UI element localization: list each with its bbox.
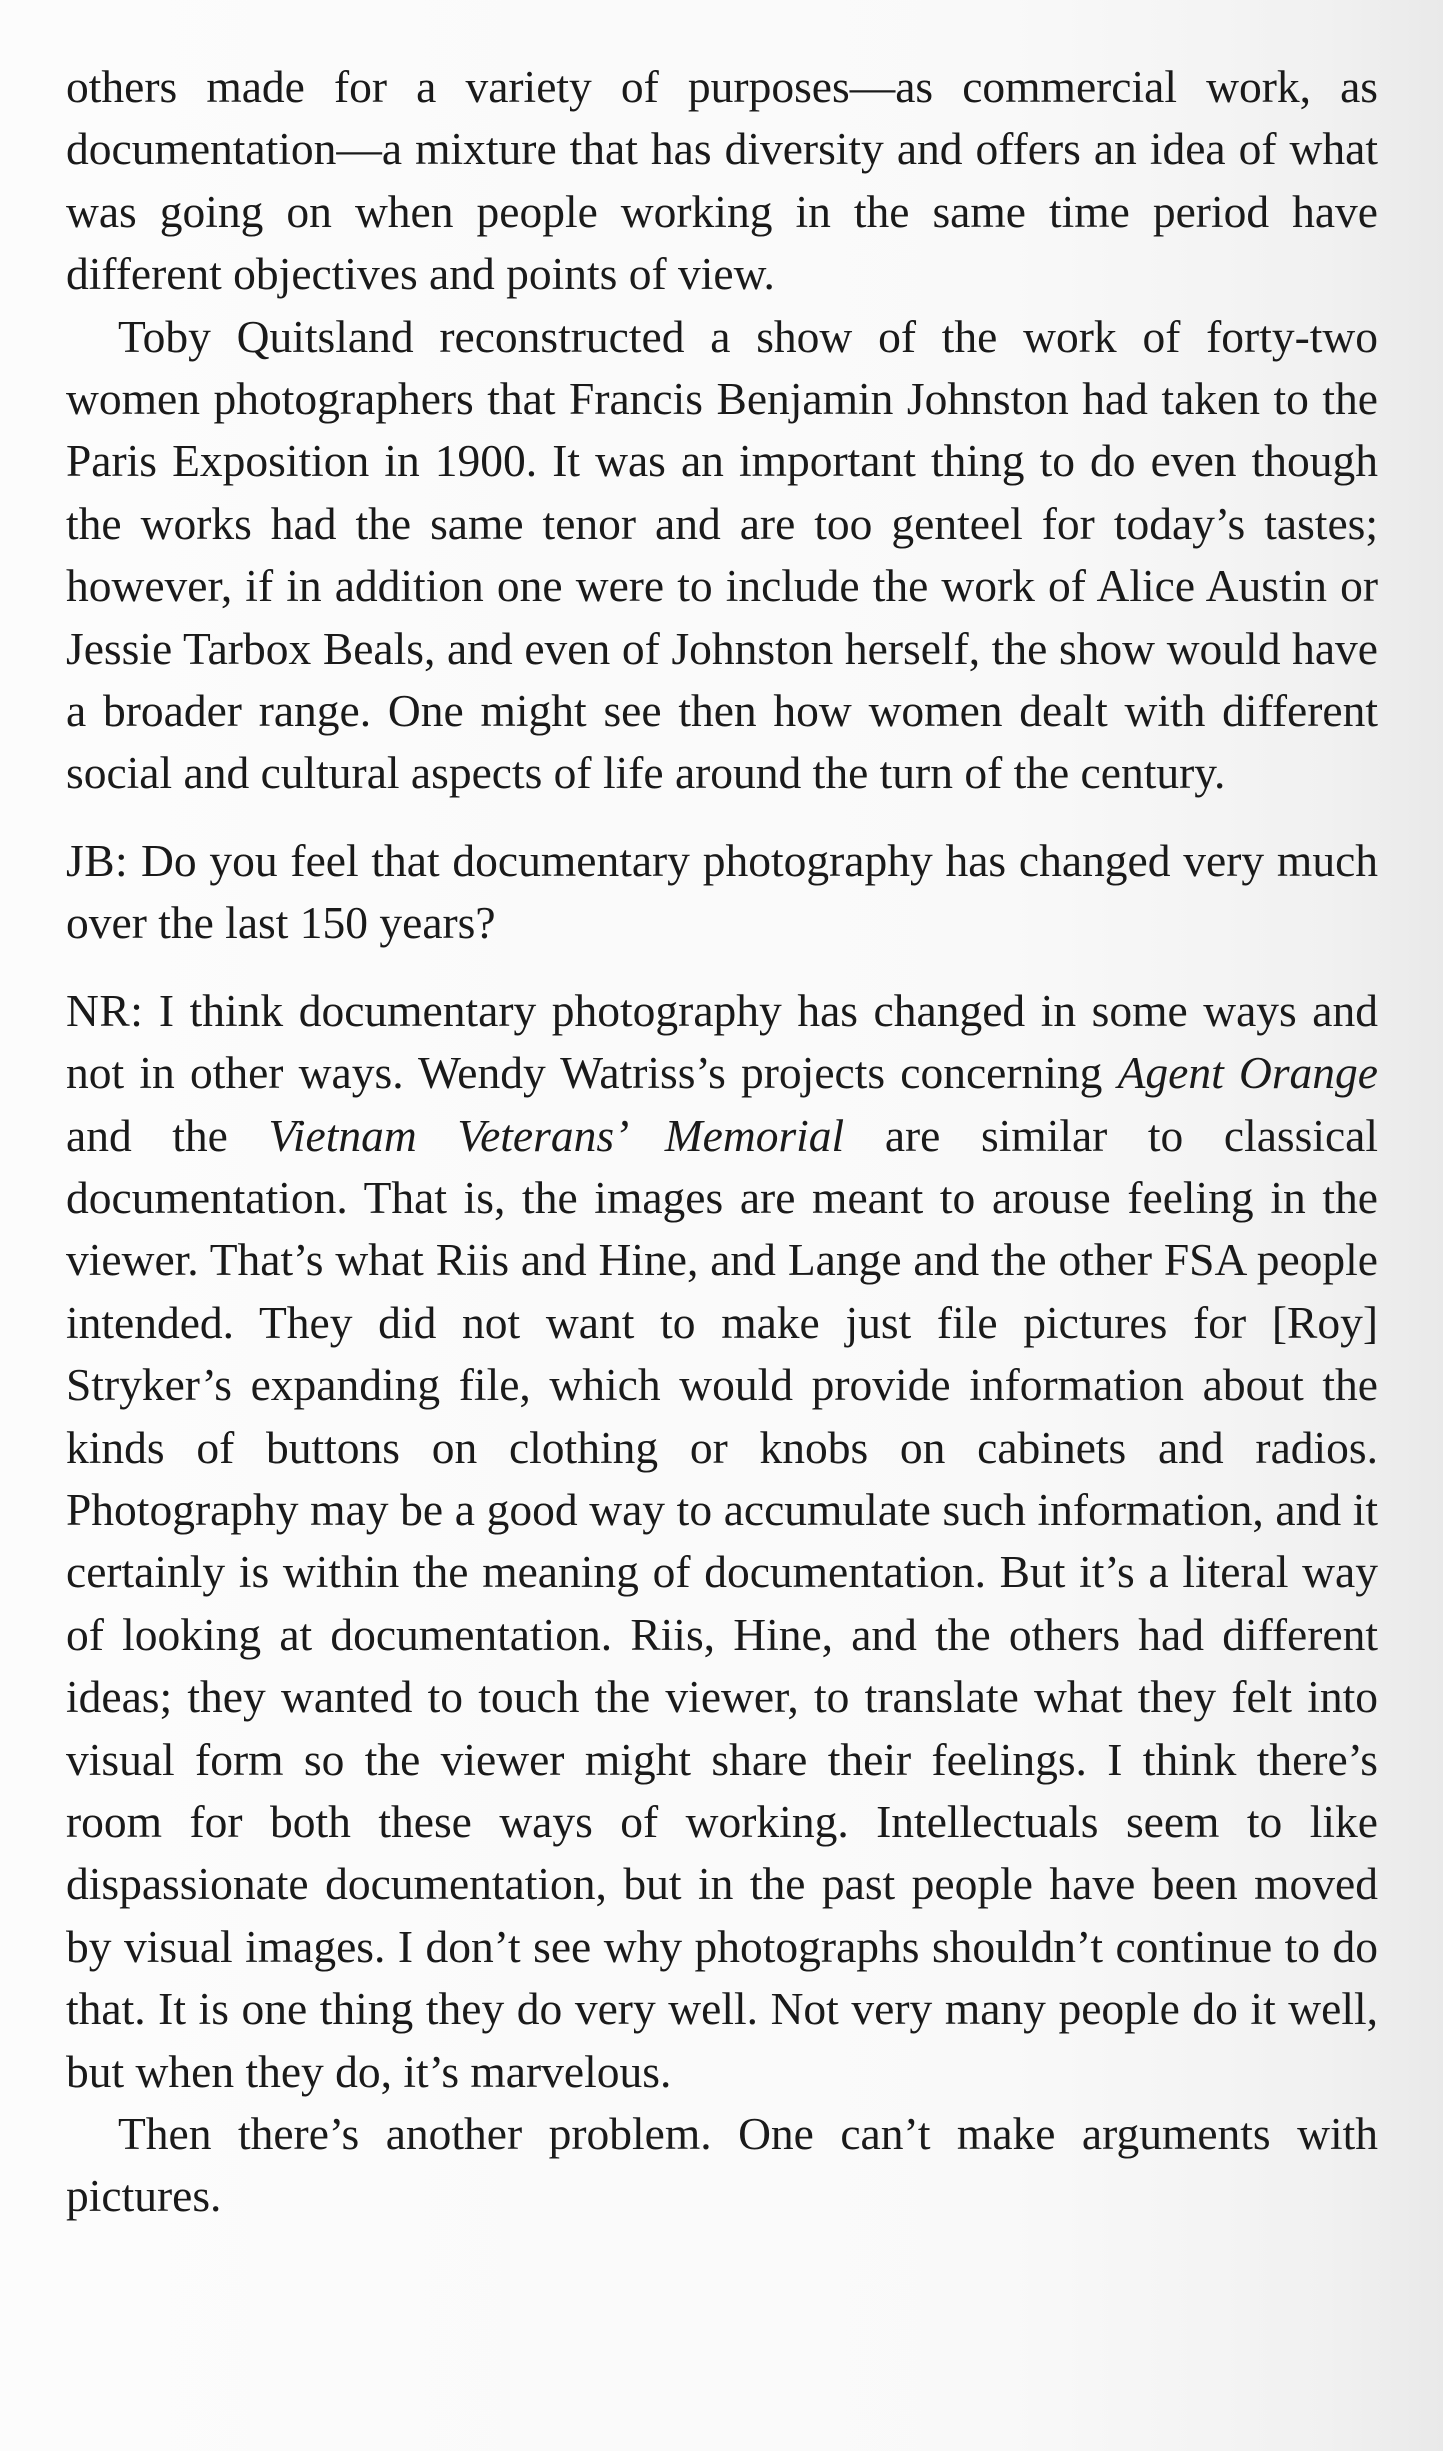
speaker-label: NR: bbox=[66, 984, 144, 1036]
italic-title-agent-orange: Agent Orange bbox=[1117, 1047, 1379, 1099]
paragraph-text: others made for a variety of purposes—as commercial work, as documentation—a mixture that has diversity and offers an idea of what was going on when people working in the same time period have different objectives and points of view. bbox=[66, 61, 1378, 300]
question-text: Do you feel that documentary photography has changed very much over the last 150 years? bbox=[66, 834, 1379, 949]
italic-title-memorial: Vietnam Veterans’ Memorial bbox=[268, 1109, 845, 1161]
question-jb bbox=[66, 830, 1378, 955]
answer-text-b: and the bbox=[66, 1109, 228, 1161]
paragraph-quitsland bbox=[66, 306, 1378, 805]
paragraph-text: Toby Quitsland reconstructed a show of the work of forty-two women photographers that Francis Benjamin Johnston had taken to the Paris Exposition in 1900. It was an important thing to do even though the works had the same tenor and are too genteel for today’s tastes; however, if in addition one were to include the work of Alice Austin or Jessie Tarbox Beals, and even of Johnston herself, the show would have a broader range. One might see then how women dealt with different social and cultural aspects of life around the turn of the century. bbox=[66, 310, 1378, 799]
answer-nr bbox=[66, 980, 1378, 2103]
paragraph-arguments bbox=[66, 2103, 1378, 2228]
body-text bbox=[66, 56, 1378, 2228]
answer-text-c: are similar to classical documentation. That is, the images are meant to arouse feeling in the viewer. That’s what Riis and Hine, and Lange and the other FSA people intended. They did not want to make just file pictures for [Roy] Stryker’s expanding file, which would provide information about the kinds of buttons on clothing or knobs on cabinets and radios. Photography may be a good way to accumulate such information, and it certainly is within the meaning of documentation. But it’s a literal way of looking at documentation. Riis, Hine, and the others had different ideas; they wanted to touch the viewer, to translate what they felt into visual form so the viewer might share their feelings. I think there’s room for both these ways of working. Intellectuals seem to like dispassionate documentation, but in the past people have been moved by visual images. I don’t see why photographs shouldn’t continue to do that. It is one thing they do very well. Not very many people do it well, but when they do, it’s marvelous. bbox=[66, 1109, 1379, 2097]
paragraph-continuation bbox=[66, 56, 1378, 306]
answer-text-a: I think documentary photography has changed in some ways and not in other ways. Wendy Watriss’s projects concerning bbox=[66, 984, 1378, 1099]
speaker-label: JB: bbox=[66, 834, 129, 886]
paragraph-text: Then there’s another problem. One can’t make arguments with pictures. bbox=[66, 2108, 1378, 2222]
